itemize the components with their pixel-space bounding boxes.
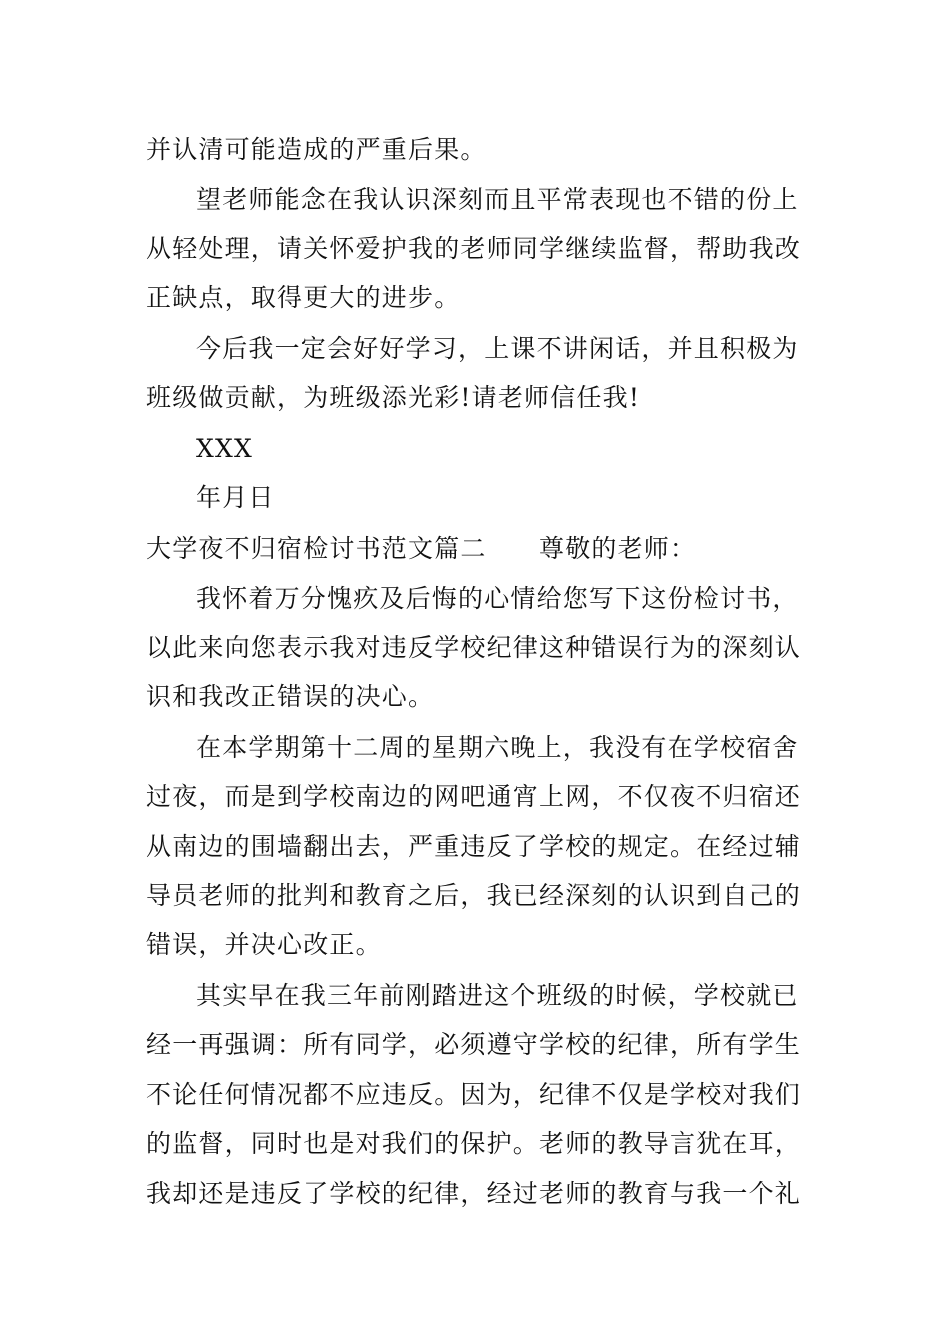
text-line: 并认清可能造成的严重后果。	[146, 135, 487, 164]
signature-date: 年月日	[196, 483, 275, 512]
text-line: 我却还是违反了学校的纪律，经过老师的教育与我一个礼	[146, 1179, 802, 1208]
paragraph-start-line: 今后我一定会好好学习，上课不讲闲话，并且积极为	[196, 334, 799, 363]
text-line: 过夜，而是到学校南边的网吧通宵上网，不仅夜不归宿还	[146, 782, 802, 811]
text-line: 识和我改正错误的决心。	[146, 682, 435, 711]
text-line: 从南边的围墙翻出去，严重违反了学校的规定。在经过辅	[146, 832, 802, 861]
paragraph-start-line: 我怀着万分愧疚及后悔的心情给您写下这份检讨书，	[196, 584, 799, 613]
text-line: 错误，并决心改正。	[146, 930, 382, 959]
text-line: 正缺点，取得更大的进步。	[146, 283, 461, 312]
paragraph-start-line: 其实早在我三年前刚踏进这个班级的时候，学校就已	[196, 981, 799, 1010]
text-line: 班级做贡献，为班级添光彩!请老师信任我!	[146, 383, 641, 412]
text-line: 以此来向您表示我对违反学校纪律这种错误行为的深刻认	[146, 633, 802, 662]
text-line: 不论任何情况都不应违反。因为，纪律不仅是学校对我们	[146, 1080, 802, 1109]
text-line: 的监督，同时也是对我们的保护。老师的教导言犹在耳，	[146, 1129, 802, 1158]
section-heading: 大学夜不归宿检讨书范文篇二 尊敬的老师：	[146, 534, 697, 563]
paragraph-start-line: 望老师能念在我认识深刻而且平常表现也不错的份上	[196, 185, 799, 214]
paragraph-start-line: 在本学期第十二周的星期六晚上，我没有在学校宿舍	[196, 733, 799, 762]
text-line: 经一再强调：所有同学，必须遵守学校的纪律，所有学生	[146, 1030, 802, 1059]
signature-name: XXX	[196, 434, 253, 463]
text-line: 从轻处理，请关怀爱护我的老师同学继续监督，帮助我改	[146, 234, 802, 263]
text-line: 导员老师的批判和教育之后，我已经深刻的认识到自己的	[146, 881, 802, 910]
